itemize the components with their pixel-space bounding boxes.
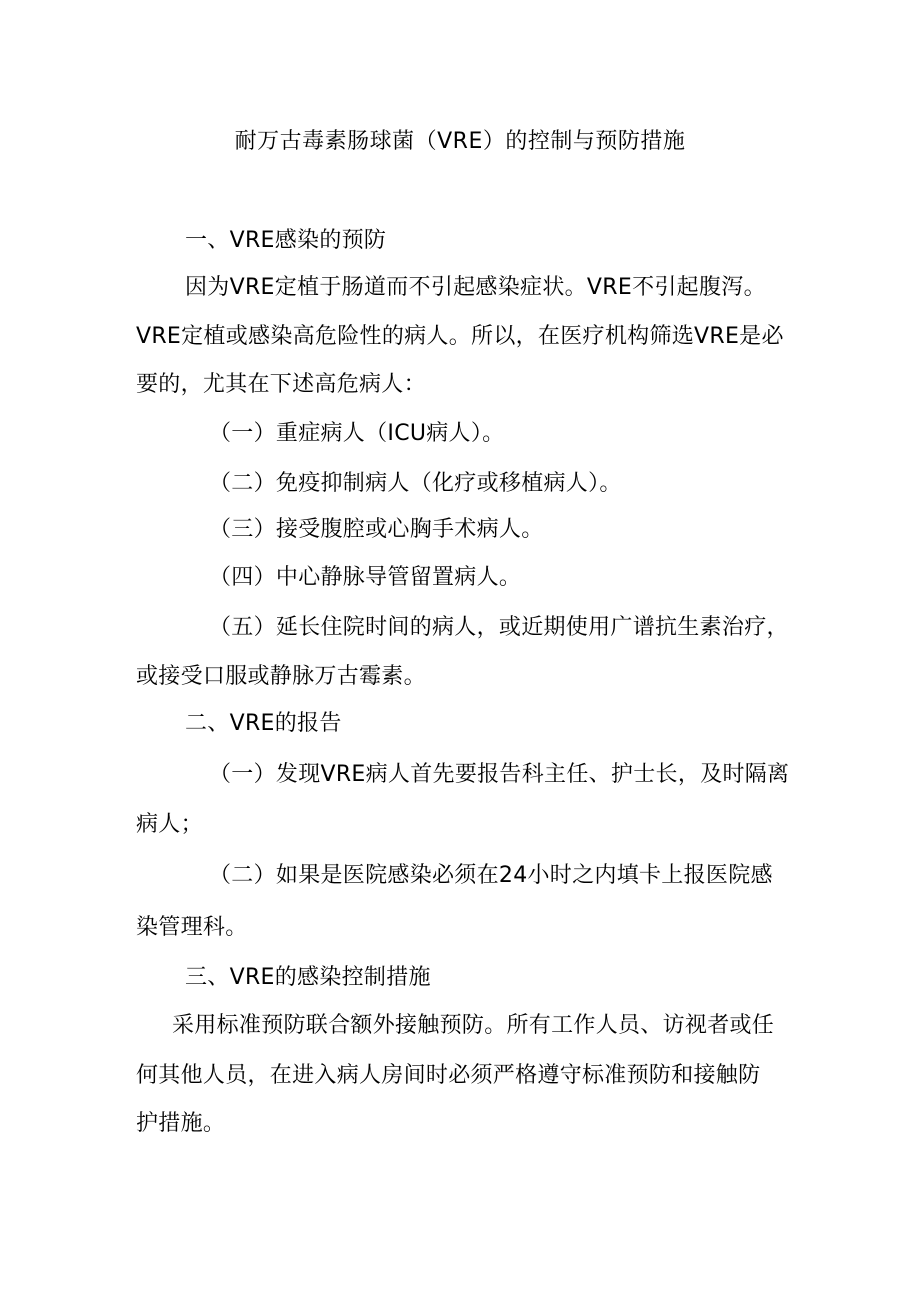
paragraph-line: 何其他人员，在进入病人房间时必须严格遵守标准预防和接触防 (136, 1063, 761, 1088)
paragraph-line: 采用标准预防联合额外接触预防。所有工作人员、访视者或任 (172, 1013, 775, 1038)
section-heading-control: 三、VRE的感染控制措施 (185, 965, 431, 990)
paragraph-line: VRE定植或感染高危险性的病人。所以，在医疗机构筛选VRE是必 (136, 324, 784, 349)
list-item: （五）延长住院时间的病人，或近期使用广谱抗生素治疗， (209, 615, 789, 640)
list-item: （三）接受腹腔或心胸手术病人。 (209, 517, 544, 542)
list-item: （一）发现VRE病人首先要报告科主任、护士长，及时隔离 (209, 762, 790, 787)
section-heading-prevention: 一、VRE感染的预防 (185, 228, 387, 253)
list-item: （二）如果是医院感染必须在24小时之内填卡上报医院感 (209, 863, 773, 888)
section-heading-report: 二、VRE的报告 (185, 711, 342, 736)
list-item: （二）免疫抑制病人（化疗或移植病人）。 (209, 471, 622, 496)
paragraph-line: 护措施。 (136, 1111, 226, 1136)
list-item: （四）中心静脉导管留置病人。 (209, 565, 522, 590)
list-item-continuation: 或接受口服或静脉万古霉素。 (136, 664, 426, 689)
list-item: （一）重症病人（ICU病人）。 (209, 421, 505, 446)
document-title: 耐万古毒素肠球菌（VRE）的控制与预防措施 (234, 129, 686, 154)
paragraph-line: 因为VRE定植于肠道而不引起感染症状。VRE不引起腹泻。 (185, 275, 766, 300)
list-item-continuation: 病人； (136, 812, 203, 837)
paragraph-line: 要的，尤其在下述高危病人： (136, 372, 426, 397)
list-item-continuation: 染管理科。 (136, 915, 248, 940)
